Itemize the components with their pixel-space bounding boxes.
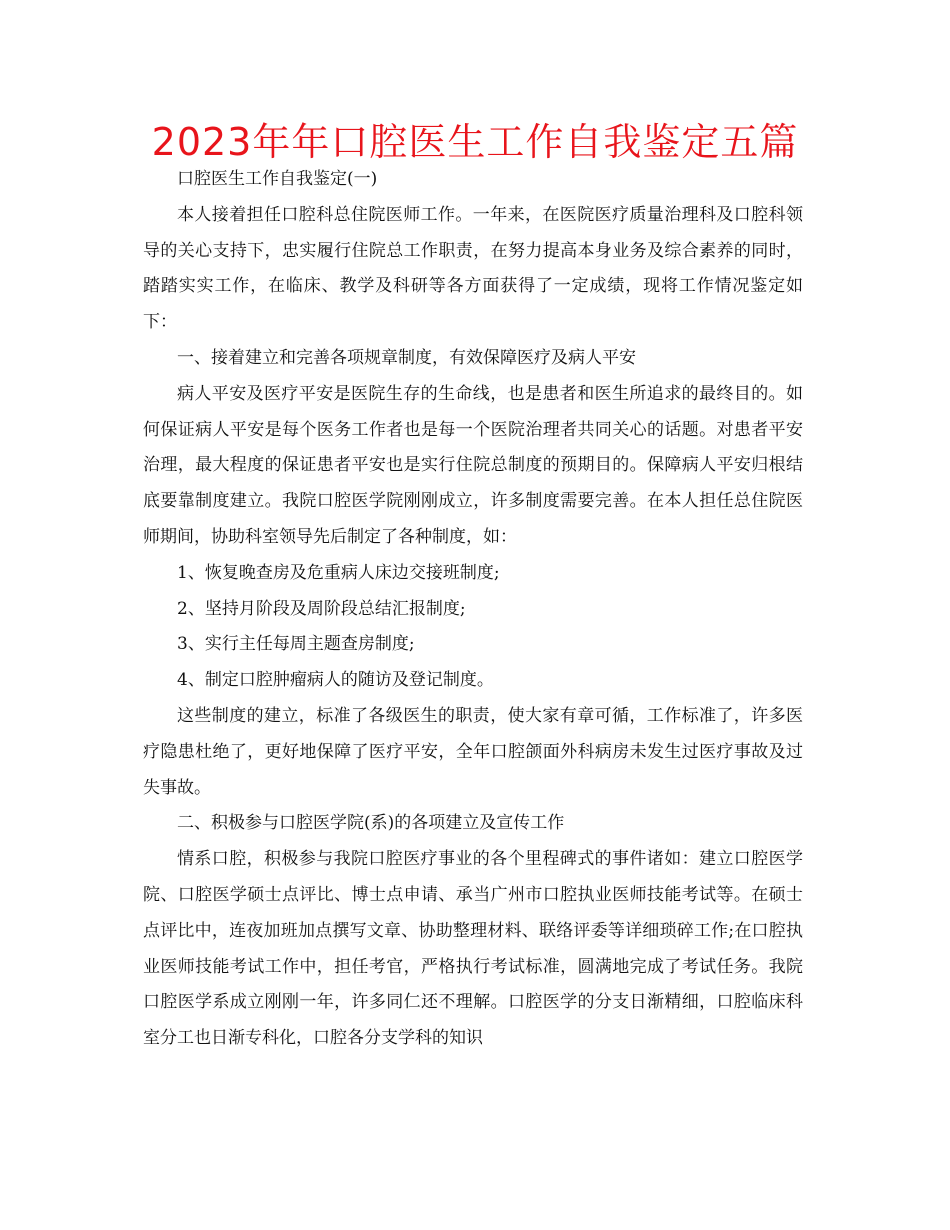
document-title: 2023年年口腔医生工作自我鉴定五篇	[151, 120, 799, 164]
subheading: 一、接着建立和完善各项规章制度，有效保障医疗及病人平安	[177, 347, 636, 368]
list-item: 4、制定口腔肿瘤病人的随访及登记制度。	[177, 670, 494, 691]
paragraph: 本人接着担任口腔科总住院医师工作。一年来，在医院医疗质量治理科及口腔科领导的关心支持下，忠实履行住院总工作职责，在努力提高本身业务及综合素养的同时，踏踏实实工作，在临床、教学及科研等各方面获得了一定成绩，现将工作情况鉴定如下：	[143, 204, 803, 333]
list-item: 1、恢复晚查房及危重病人床边交接班制度;	[177, 562, 500, 583]
document-body	[143, 162, 803, 1057]
section-heading: 口腔医生工作自我鉴定(一)	[177, 169, 378, 189]
list-item: 2、坚持月阶段及周阶段总结汇报制度;	[177, 598, 466, 619]
subheading: 二、积极参与口腔医学院(系)的各项建立及宣传工作	[177, 813, 565, 834]
paragraph: 情系口腔，积极参与我院口腔医疗事业的各个里程碑式的事件诸如：建立口腔医学院、口腔医学硕士点评比、博士点申请、承当广州市口腔执业医师技能考试等。在硕士点评比中，连夜加班加点撰写文章、协助整理材料、联络评委等详细琐碎工作;在口腔执业医师技能考试工作中，担任考官，严格执行考试标准，圆满地完成了考试任务。我院口腔医学系成立刚刚一年，许多同仁还不理解。口腔医学的分支日渐精细，口腔临床科室分工也日渐专科化，口腔各分支学科的知识	[143, 849, 803, 1049]
paragraph: 这些制度的建立，标准了各级医生的职责，使大家有章可循，工作标准了，许多医疗隐患杜绝了，更好地保障了医疗平安，全年口腔颌面外科病房未发生过医疗事故及过失事故。	[143, 705, 803, 798]
paragraph: 病人平安及医疗平安是医院生存的生命线，也是患者和医生所追求的最终目的。如何保证病人平安是每个医务工作者也是每一个医院治理者共同关心的话题。对患者平安治理，最大程度的保证患者平安也是实行住院总制度的预期目的。保障病人平安归根结底要靠制度建立。我院口腔医学院刚刚成立，许多制度需要完善。在本人担任总住院医师期间，协助科室领导先后制定了各种制度，如：	[143, 383, 803, 547]
list-item: 3、实行主任每周主题查房制度;	[177, 634, 415, 655]
